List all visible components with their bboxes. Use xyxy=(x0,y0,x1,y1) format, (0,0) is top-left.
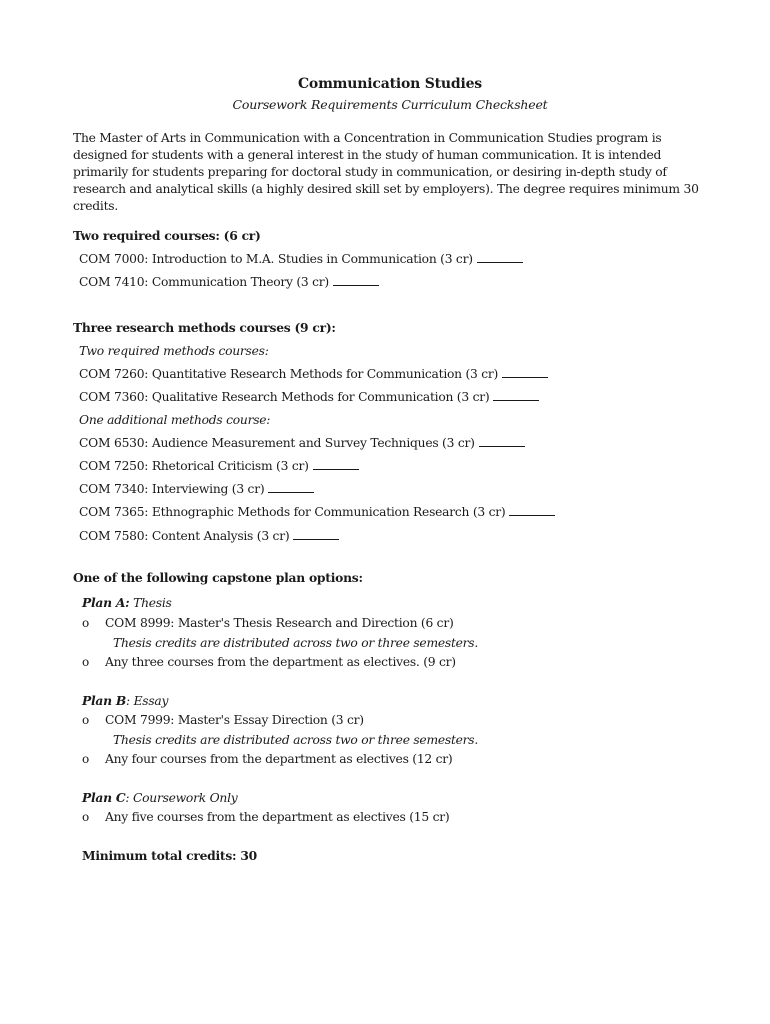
course-text: COM 7360: Qualitative Research Methods for Communication (3 cr) xyxy=(79,390,490,404)
checkbox-blank[interactable] xyxy=(509,505,555,516)
checkbox-blank[interactable] xyxy=(493,390,539,401)
plan-item: COM 7999: Master's Essay Direction (3 cr) xyxy=(105,713,364,727)
bullet-icon: o xyxy=(82,752,90,766)
methods-required-label: Two required methods courses: xyxy=(79,344,269,358)
checkbox-blank[interactable] xyxy=(477,252,523,263)
plan-a-title xyxy=(82,595,172,611)
plan-c-title xyxy=(82,790,237,806)
course-line xyxy=(79,458,359,474)
plan-item: Any five courses from the department as electives (15 cr) xyxy=(105,810,450,824)
capstone-heading: One of the following capstone plan options: xyxy=(73,570,363,585)
course-text: COM 7340: Interviewing (3 cr) xyxy=(79,482,265,496)
page-title: Communication Studies xyxy=(297,76,482,92)
checkbox-blank[interactable] xyxy=(268,482,314,493)
bullet-icon: o xyxy=(82,713,90,727)
course-line xyxy=(79,366,548,382)
bullet-icon: o xyxy=(82,655,90,669)
plan-item: Any three courses from the department as electives. (9 cr) xyxy=(105,655,456,669)
methods-additional-label: One additional methods course: xyxy=(79,413,271,427)
required-heading: Two required courses: (6 cr) xyxy=(73,228,261,243)
checkbox-blank[interactable] xyxy=(333,275,379,286)
plan-item: Any four courses from the department as electives (12 cr) xyxy=(105,752,453,766)
checkbox-blank[interactable] xyxy=(502,367,548,378)
checkbox-blank[interactable] xyxy=(313,459,359,470)
plan-b-name: : Essay xyxy=(126,694,169,708)
course-line xyxy=(79,389,539,405)
course-text: COM 7410: Communication Theory (3 cr) xyxy=(79,275,329,289)
plan-b-title xyxy=(82,693,168,709)
course-text: COM 7000: Introduction to M.A. Studies in Communication (3 cr) xyxy=(79,252,473,266)
course-text: COM 6530: Audience Measurement and Survey Techniques (3 cr) xyxy=(79,436,475,450)
course-text: COM 7580: Content Analysis (3 cr) xyxy=(79,529,290,543)
bullet-icon: o xyxy=(82,616,90,630)
plan-c-label: Plan C xyxy=(82,790,126,805)
checkbox-blank[interactable] xyxy=(479,436,525,447)
course-text: COM 7260: Quantitative Research Methods for Communication (3 cr) xyxy=(79,367,499,381)
course-text: COM 7365: Ethnographic Methods for Communication Research (3 cr) xyxy=(79,505,506,519)
course-line xyxy=(79,274,379,290)
course-line xyxy=(79,528,339,544)
checkbox-blank[interactable] xyxy=(293,529,339,540)
course-text: COM 7250: Rhetorical Criticism (3 cr) xyxy=(79,459,309,473)
plan-b-label: Plan B xyxy=(82,693,127,708)
plan-note: Thesis credits are distributed across two or three semesters. xyxy=(113,636,479,650)
page-subtitle: Coursework Requirements Curriculum Checksheet xyxy=(232,97,548,112)
intro-paragraph: The Master of Arts in Communication with a Concentration in Communication Studies program is designed for students with a general interest in the study of human communication. It is intended primarily for students preparing for doctoral study in communication, or desiring in-depth study of research and analytical skills (a highly desired skill set by employers). The degree requires minimum 30 credits. xyxy=(73,131,699,213)
plan-item: COM 8999: Master's Thesis Research and Direction (6 cr) xyxy=(105,616,454,630)
bullet-icon: o xyxy=(82,810,90,824)
plan-a-label: Plan A: xyxy=(82,595,130,610)
methods-heading: Three research methods courses (9 cr): xyxy=(73,320,336,335)
plan-c-name: : Coursework Only xyxy=(125,791,238,805)
course-line xyxy=(79,504,555,520)
plan-note: Thesis credits are distributed across two or three semesters. xyxy=(113,733,479,747)
course-line xyxy=(79,481,314,497)
plan-a-name: Thesis xyxy=(133,596,172,610)
course-line xyxy=(79,435,525,451)
course-line xyxy=(79,251,523,267)
total-credits: Minimum total credits: 30 xyxy=(82,848,257,863)
